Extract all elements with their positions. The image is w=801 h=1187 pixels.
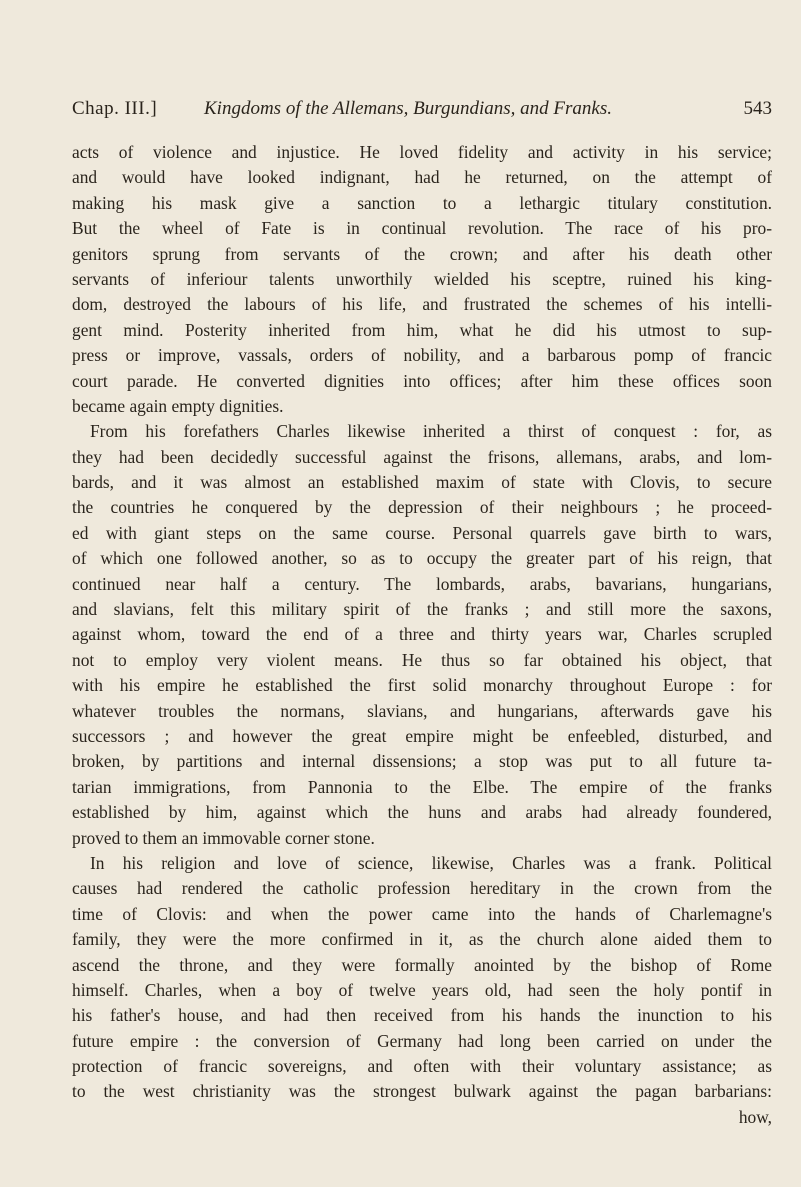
- text-line: against whom, toward the end of a three and thirty years war, Charles scrupled: [72, 624, 772, 645]
- page-number: 543: [743, 98, 772, 119]
- text-line: established by him, against which the huns and arabs had already foundered,: [72, 802, 772, 823]
- text-line: ascend the throne, and they were formally anointed by the bishop of Rome: [72, 954, 772, 975]
- text-line: making his mask give a sanction to a lethargic titulary constitution.: [72, 192, 772, 213]
- text-line: whatever troubles the normans, slavians, and hungarians, afterwards gave his: [72, 700, 772, 721]
- text-line: From his forefathers Charles likewise inherited a thirst of conquest : for, as: [90, 421, 772, 442]
- text-line: future empire : the conversion of Germany had long been carried on under the: [72, 1030, 772, 1051]
- text-line: with his empire he established the first solid monarchy throughout Europe : for: [72, 675, 772, 696]
- text-line: tarian immigrations, from Pannonia to the Elbe. The empire of the franks: [72, 776, 772, 797]
- text-line: In his religion and love of science, likewise, Charles was a frank. Political: [90, 852, 772, 873]
- text-line: causes had rendered the catholic profession hereditary in the crown from the: [72, 878, 772, 899]
- text-line: acts of violence and injustice. He loved fidelity and activity in his service;: [72, 142, 772, 162]
- text-line: bards, and it was almost an established maxim of state with Clovis, to secure: [72, 472, 772, 493]
- text-line: the countries he conquered by the depression of their neighbours ; he proceed-: [72, 497, 772, 518]
- text-line: proved to them an immovable corner stone.: [72, 827, 375, 848]
- body-text: [72, 140, 772, 1130]
- text-line: and slavians, felt this military spirit of the franks ; and still more the saxons,: [72, 599, 772, 620]
- text-line: not to employ very violent means. He thus so far obtained his object, that: [72, 649, 772, 670]
- chapter-label: Chap. III.]: [72, 98, 158, 119]
- text-line: his father's house, and had then received from his hands the inunction to his: [72, 1005, 772, 1026]
- text-line: and would have looked indignant, had he returned, on the attempt of: [72, 167, 772, 188]
- text-line: gent mind. Posterity inherited from him, what he did his utmost to sup-: [72, 319, 772, 340]
- text-line: genitors sprung from servants of the crown; and after his death other: [72, 243, 772, 264]
- text-line: servants of inferiour talents unworthily wielded his sceptre, ruined his king-: [72, 268, 772, 289]
- text-line: successors ; and however the great empire might be enfeebled, disturbed, and: [72, 725, 772, 746]
- text-line: But the wheel of Fate is in continual revolution. The race of his pro-: [72, 218, 772, 239]
- text-line: how,: [738, 1106, 772, 1127]
- text-line: ed with giant steps on the same course. Personal quarrels gave birth to wars,: [72, 522, 772, 543]
- running-title: Kingdoms of the Allemans, Burgundians, and Franks.: [204, 98, 612, 119]
- text-line: court parade. He converted dignities into offices; after him these offices soon: [72, 370, 772, 391]
- text-line: became again empty dignities.: [72, 395, 284, 416]
- text-line: himself. Charles, when a boy of twelve years old, had seen the holy pontif in: [72, 979, 772, 1000]
- text-line: press or improve, vassals, orders of nobility, and a barbarous pomp of francic: [72, 345, 772, 366]
- text-line: time of Clovis: and when the power came into the hands of Charlemagne's: [72, 903, 772, 924]
- text-line: to the west christianity was the strongest bulwark against the pagan barbarians:: [72, 1081, 772, 1102]
- text-line: of which one followed another, so as to occupy the greater part of his reign, that: [72, 548, 772, 569]
- text-line: they had been decidedly successful against the frisons, allemans, arabs, and lom-: [72, 446, 772, 467]
- text-line: continued near half a century. The lombards, arabs, bavarians, hungarians,: [72, 573, 772, 594]
- text-line: broken, by partitions and internal dissensions; a stop was put to all future ta-: [72, 751, 772, 772]
- text-line: protection of francic sovereigns, and often with their voluntary assistance; as: [72, 1056, 772, 1077]
- text-line: dom, destroyed the labours of his life, and frustrated the schemes of his intelli-: [72, 294, 772, 315]
- running-header: [72, 98, 772, 134]
- text-line: family, they were the more confirmed in it, as the church alone aided them to: [72, 929, 772, 950]
